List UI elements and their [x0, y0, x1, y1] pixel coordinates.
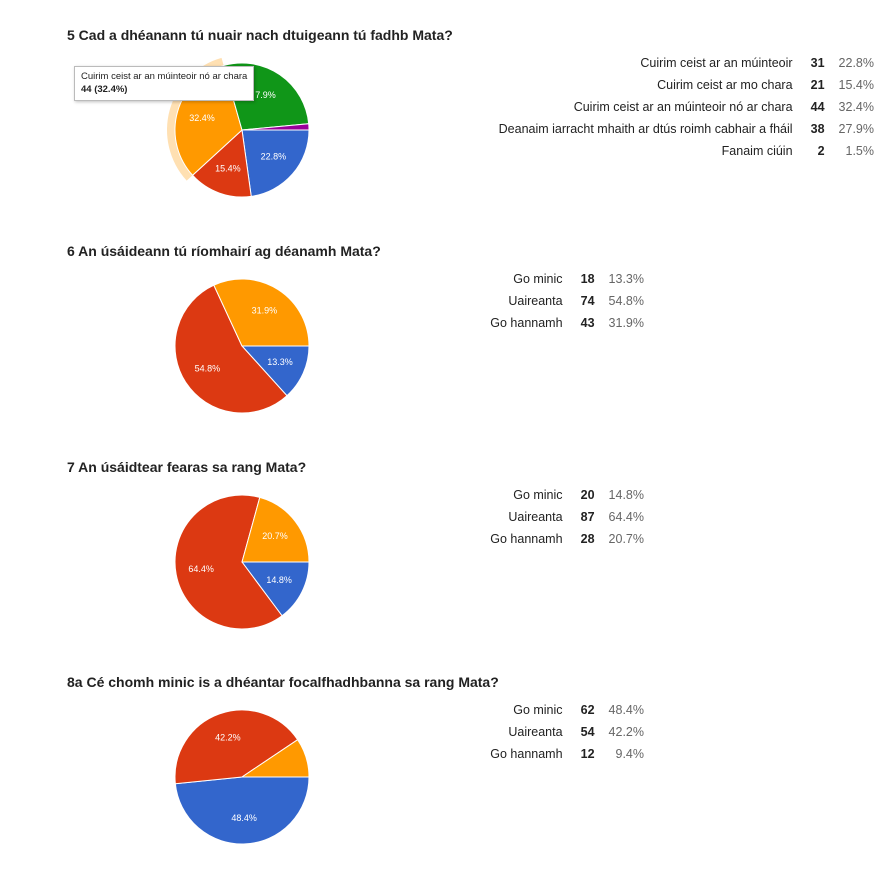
legend-row — [490, 312, 644, 334]
legend-label: Uaireanta — [508, 294, 563, 308]
slice-label: 15.4% — [215, 163, 241, 174]
legend-row — [490, 528, 644, 550]
legend-label: Go hannamh — [490, 532, 563, 546]
question-5 — [0, 27, 896, 242]
pie-slice-go-minic[interactable] — [175, 777, 309, 844]
slice-label: 20.7% — [262, 531, 288, 542]
legend-row — [499, 140, 874, 162]
legend-table-q5 — [499, 52, 874, 162]
legend-count: 2 — [817, 144, 825, 158]
tooltip-label: Cuirim ceist ar an múinteoir nó ar chara — [81, 71, 248, 82]
legend-label: Go hannamh — [490, 316, 563, 330]
slice-label: 31.9% — [251, 305, 278, 316]
legend-label: Deanaim iarracht mhaith ar dtús roimh cabhair a fháil — [498, 122, 793, 136]
legend-count: 12 — [580, 747, 595, 761]
legend-percent: 1.5% — [845, 144, 874, 158]
question-8a — [0, 674, 896, 889]
slice-label: 32.4% — [189, 113, 215, 124]
legend-row — [490, 290, 644, 312]
legend-count: 21 — [810, 78, 825, 92]
legend-count: 38 — [810, 122, 825, 136]
pie-chart-q7[interactable] — [0, 459, 896, 674]
legend-table-q6 — [490, 268, 644, 334]
legend-row — [490, 699, 644, 721]
chart-tooltip — [74, 66, 254, 101]
slice-label: 64.4% — [188, 564, 214, 575]
question-title: 7 An úsáidtear fearas sa rang Mata? — [67, 459, 307, 475]
legend-percent: 42.2% — [608, 725, 644, 739]
slice-label: 13.3% — [267, 357, 293, 368]
legend-percent: 64.4% — [608, 510, 644, 524]
legend-count: 87 — [580, 510, 595, 524]
slice-label: 42.2% — [215, 732, 241, 743]
question-title: 5 Cad a dhéanann tú nuair nach dtuigeann tú fadhb Mata? — [67, 27, 453, 43]
legend-count: 18 — [580, 272, 595, 286]
legend-row — [499, 96, 874, 118]
legend-label: Go minic — [513, 488, 563, 502]
legend-percent: 13.3% — [608, 272, 644, 286]
legend-percent: 22.8% — [838, 56, 874, 70]
legend-percent: 9.4% — [615, 747, 644, 761]
question-title: 8a Cé chomh minic is a dhéantar focalfhadhbanna sa rang Mata? — [67, 674, 499, 690]
tooltip-value: 44 (32.4%) — [81, 84, 128, 95]
legend-label: Cuirim ceist ar an múinteoir — [640, 56, 793, 70]
slice-label: 22.8% — [260, 151, 287, 162]
legend-table-q7 — [490, 484, 644, 550]
legend-percent: 32.4% — [838, 100, 874, 114]
pie-chart-q6[interactable] — [0, 243, 896, 458]
legend-count: 62 — [580, 703, 595, 717]
legend-label: Go hannamh — [490, 747, 563, 761]
slice-label: 7.9% — [255, 90, 276, 101]
legend-percent: 14.8% — [608, 488, 644, 502]
legend-row — [490, 506, 644, 528]
legend-percent: 31.9% — [608, 316, 644, 330]
legend-label: Go minic — [513, 703, 563, 717]
legend-label: Go minic — [513, 272, 563, 286]
legend-percent: 54.8% — [608, 294, 644, 308]
legend-table-q8a — [490, 699, 644, 765]
legend-count: 20 — [580, 488, 595, 502]
legend-row — [490, 268, 644, 290]
legend-label: Cuirim ceist ar an múinteoir nó ar chara — [573, 100, 793, 114]
question-6 — [0, 243, 896, 458]
legend-count: 74 — [580, 294, 595, 308]
legend-count: 54 — [580, 725, 595, 739]
pie-slice-cuirim-ceist-ar-an-muinteoir[interactable] — [242, 130, 309, 196]
legend-row — [490, 721, 644, 743]
legend-label: Uaireanta — [508, 725, 563, 739]
slice-label: 48.4% — [231, 812, 257, 823]
slice-label: 14.8% — [266, 575, 292, 586]
legend-label: Uaireanta — [508, 510, 563, 524]
legend-percent: 20.7% — [608, 532, 644, 546]
legend-label: Fanaim ciúin — [721, 144, 793, 158]
legend-row — [490, 484, 644, 506]
slice-label: 54.8% — [194, 363, 221, 374]
legend-count: 43 — [580, 316, 595, 330]
legend-percent: 15.4% — [838, 78, 874, 92]
legend-percent: 48.4% — [608, 703, 644, 717]
pie-chart-q8a[interactable] — [0, 674, 896, 889]
legend-row — [499, 118, 874, 140]
legend-count: 31 — [810, 56, 825, 70]
legend-count: 28 — [580, 532, 595, 546]
legend-row — [490, 743, 644, 765]
legend-count: 44 — [810, 100, 825, 114]
legend-row — [499, 74, 874, 96]
question-7 — [0, 459, 896, 674]
legend-percent: 27.9% — [838, 122, 874, 136]
legend-label: Cuirim ceist ar mo chara — [657, 78, 793, 92]
question-title: 6 An úsáideann tú ríomhairí ag déanamh Mata? — [67, 243, 381, 259]
legend-row — [499, 52, 874, 74]
